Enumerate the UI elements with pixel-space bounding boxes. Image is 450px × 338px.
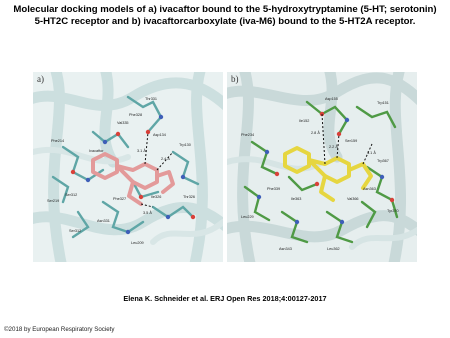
svg-text:Ile326: Ile326 (151, 195, 162, 199)
svg-text:Leu362: Leu362 (327, 247, 340, 251)
svg-text:Trp151: Trp151 (377, 101, 389, 105)
svg-text:2.2 Å: 2.2 Å (329, 145, 338, 149)
svg-text:3.1 Å: 3.1 Å (137, 149, 146, 153)
svg-text:Leu209: Leu209 (131, 241, 144, 245)
svg-text:Ser159: Ser159 (345, 139, 358, 143)
figure-panels (33, 72, 417, 262)
svg-text:Asp155: Asp155 (325, 97, 338, 101)
panel-a-label: a) (37, 74, 44, 84)
panel-b-label: b) (231, 74, 239, 84)
svg-text:Phe328: Phe328 (129, 113, 143, 117)
panel-b-molecule-graphic (227, 72, 417, 262)
svg-text:2.4 Å: 2.4 Å (161, 157, 170, 161)
svg-text:Ivacaftor: Ivacaftor (89, 149, 104, 153)
svg-text:Ser312: Ser312 (69, 229, 82, 233)
svg-text:Thr326: Thr326 (183, 195, 196, 199)
svg-text:Phe327: Phe327 (113, 197, 127, 201)
svg-text:Asp134: Asp134 (153, 133, 166, 137)
svg-text:Ile363: Ile363 (291, 197, 302, 201)
panel-a-molecule-graphic (33, 72, 223, 262)
svg-text:Phe234: Phe234 (241, 133, 255, 137)
svg-text:Asn343: Asn343 (279, 247, 292, 251)
panel-b-docking-image (227, 72, 417, 262)
svg-text:Ser219: Ser219 (47, 199, 60, 203)
svg-text:Phe214: Phe214 (51, 139, 65, 143)
copyright-notice: ©2018 by European Respiratory Society (4, 326, 115, 333)
figure-citation: Elena K. Schneider et al. ERJ Open Res 2018;4:00127-2017 (123, 294, 327, 303)
svg-text:Trp367: Trp367 (377, 159, 389, 163)
svg-text:Val335: Val335 (117, 121, 129, 125)
svg-text:Ser312: Ser312 (65, 193, 78, 197)
svg-text:Thr331: Thr331 (145, 97, 158, 101)
svg-text:Asn331: Asn331 (97, 219, 110, 223)
panel-a-docking-image (33, 72, 223, 262)
svg-text:Leu229: Leu229 (241, 215, 254, 219)
svg-text:Ile152: Ile152 (299, 119, 310, 123)
svg-text:Trp130: Trp130 (179, 143, 191, 147)
svg-text:Tyr370: Tyr370 (387, 209, 399, 213)
svg-text:3.5 Å: 3.5 Å (143, 211, 152, 215)
figure-title: Molecular docking models of a) ivacaftor bound to the 5-hydroxytryptamine (5-HT; serotonin) 5-HT2C receptor and b) ivacaftorcarboxylate (iva-M6) bound to the 5-HT2A receptor. (13, 4, 437, 27)
svg-text:Val366: Val366 (347, 197, 359, 201)
svg-text:Phe339: Phe339 (267, 187, 281, 191)
svg-text:Asn363: Asn363 (363, 187, 376, 191)
svg-text:3.1 Å: 3.1 Å (367, 151, 376, 155)
svg-text:2.8 Å: 2.8 Å (311, 131, 320, 135)
